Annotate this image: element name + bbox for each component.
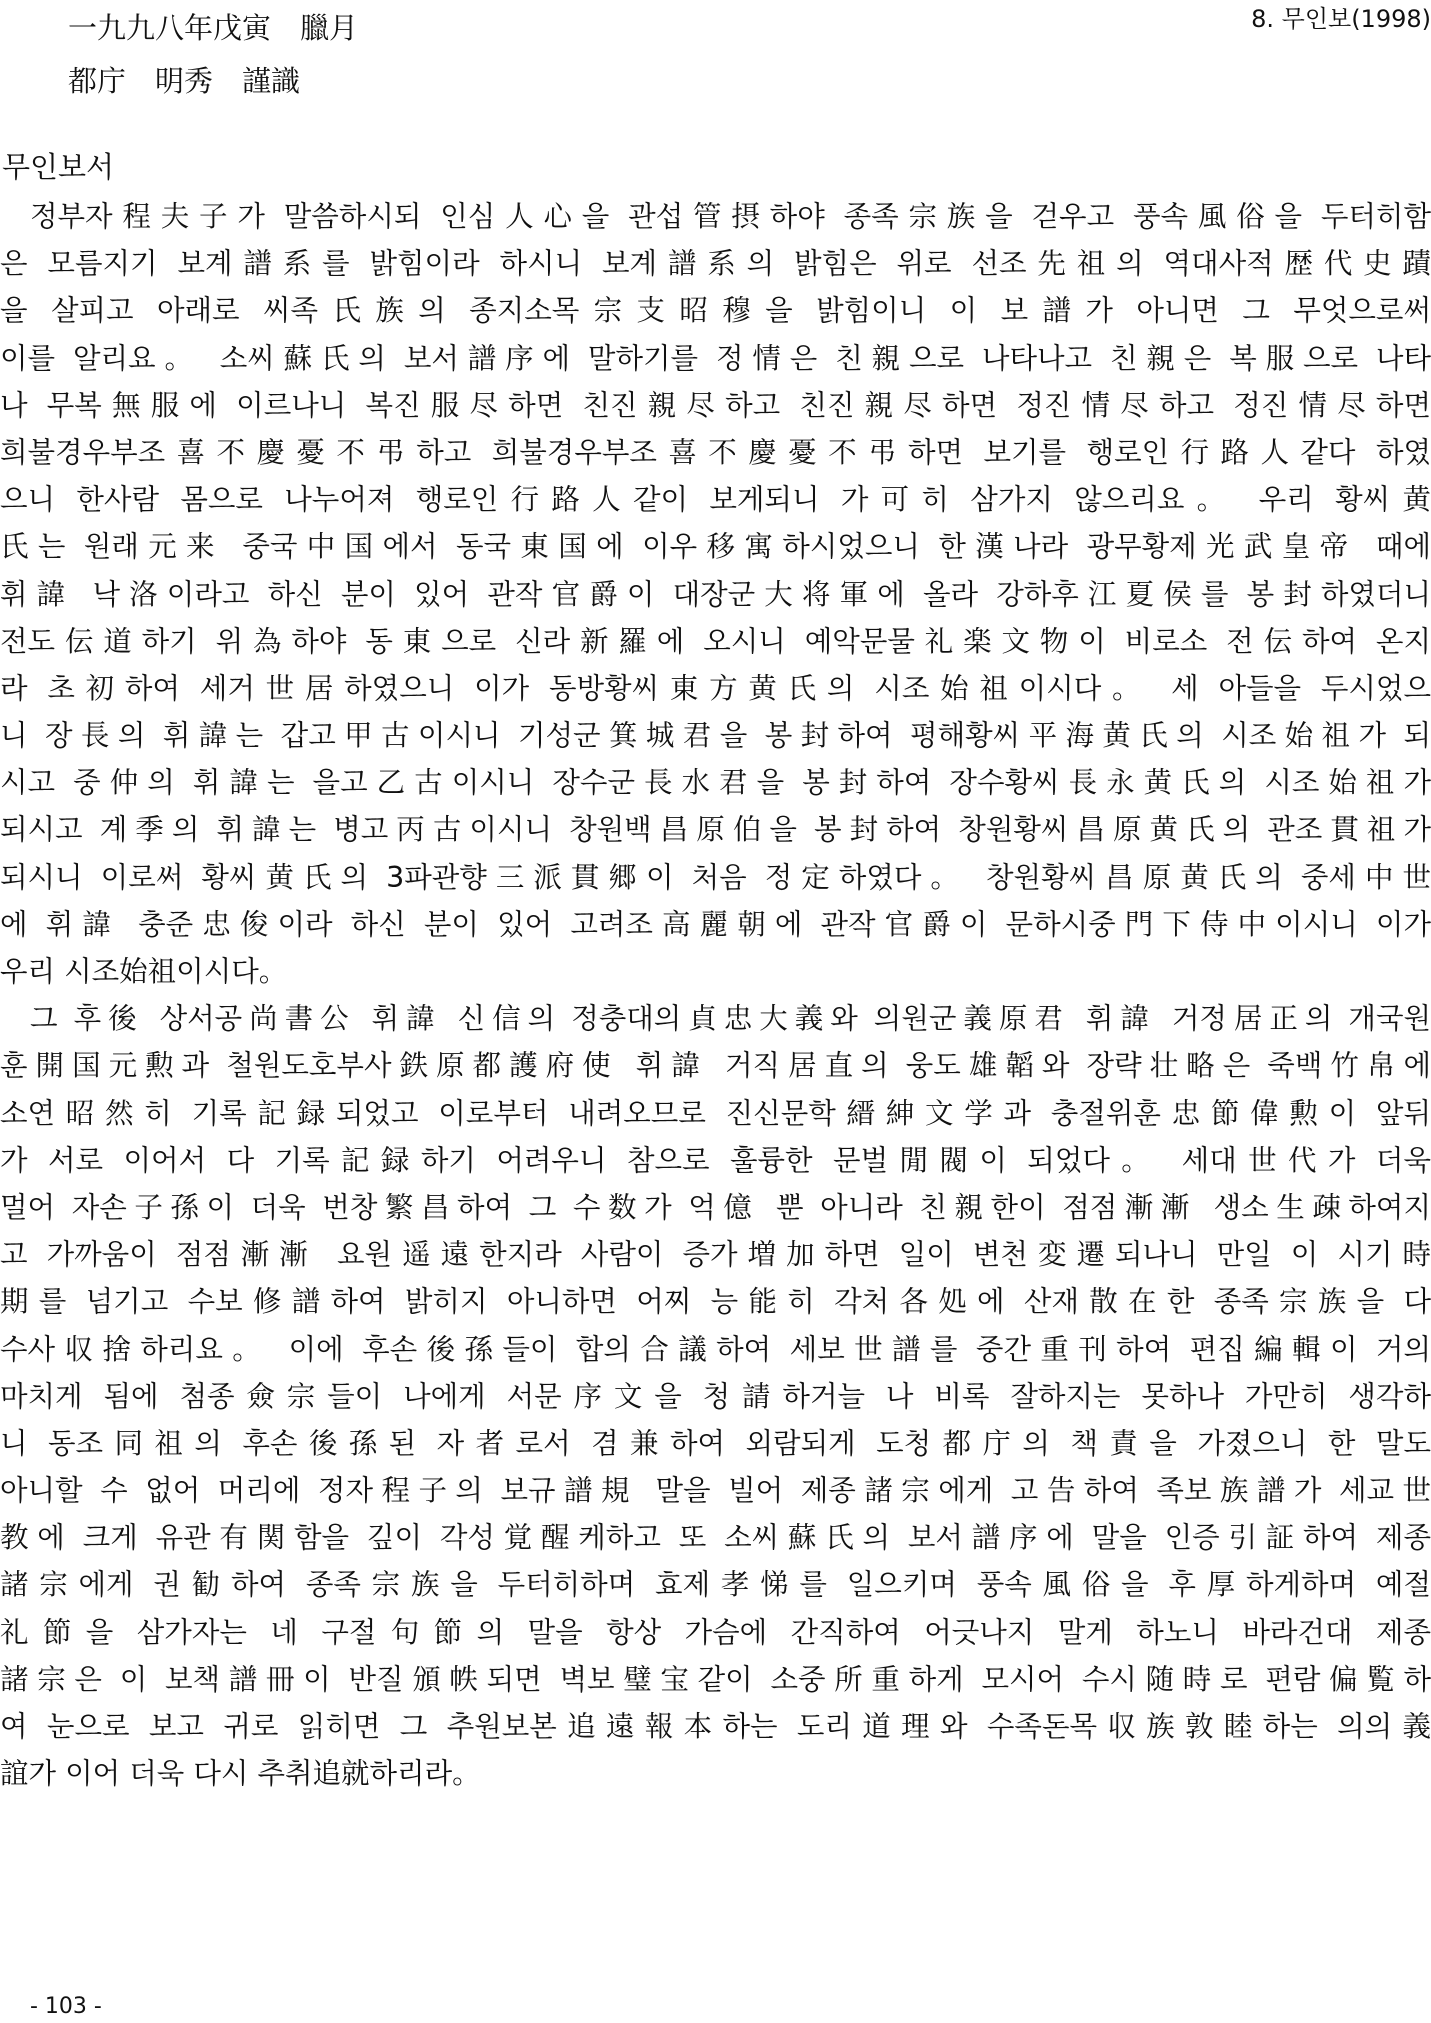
text-line: 되시고 계季의 휘諱는 병고丙古이시니 창원백昌原伯을 봉封하여 창원황씨昌原黄氏의 관조貫祖가	[0, 813, 1431, 847]
text-line: 을 살피고 아래로 씨족氏族의 종지소목宗支昭穆을 밝힘이니 이 보譜가 아니면 그 무엇으로써	[0, 294, 1431, 328]
text-line: 멀어 자손子孫이 더욱 번창繁昌하여 그 수数가 억億 뿐 아니라 친親한이 점점漸漸 생소生疎하여지	[0, 1190, 1431, 1224]
text-line: 教에 크게 유관有関함을 깊이 각성覚醒케하고 또 소씨蘇氏의 보서譜序에 말을 인증引証하여 제종	[0, 1521, 1431, 1555]
text-line: 이를 알리요。 소씨蘇氏의 보서譜序에 말하기를 정情은 친親으로 나타나고 친親은 복服으로 나타	[0, 341, 1431, 375]
text-line: 나 무복無服에 이르나니 복진服尽하면 친진親尽하고 친진親尽하면 정진情尽하고 정진情尽하면	[0, 388, 1431, 422]
text-line: 가 서로 이어서 다 기록記録하기 어려우니 참으로 훌륭한 문벌閒閥이 되었다。 세대世代가 더욱	[0, 1143, 1431, 1177]
text-line: 고 가까움이 점점漸漸 요원遥遠한지라 사람이 증가増加하면 일이 변천変遷되나니 만일 이 시기時	[0, 1238, 1431, 1272]
text-line: 礼節을 삼가자는 네 구절句節의 말을 항상 가슴에 간직하여 어긋나지 말게 하노니 바라건대 제종	[0, 1615, 1431, 1649]
text-line: 에 휘諱 충준忠俊이라 하신 분이 있어 고려조高麗朝에 관작官爵이 문하시중門下侍中이시니 이가	[0, 907, 1431, 941]
text-line: 은 모름지기 보계譜系를 밝힘이라 하시니 보계譜系의 밝힘은 위로 선조先祖의 역대사적歴代史蹟	[0, 247, 1431, 281]
signature-block	[68, 2, 358, 108]
text-line: 아니할 수 없어 머리에 정자程子의 보규譜規 말을 빌어 제종諸宗에게 고告하여 족보族譜가 세교世	[0, 1474, 1431, 1508]
text-line: 諸宗은 이 보책譜冊이 반질頒帙되면 벽보璧宝같이 소중所重하게 모시어 수시随時로 편람偏覧하	[0, 1662, 1431, 1696]
text-line: 期를 넘기고 수보修譜하여 밝히지 아니하면 어찌 능能히 각처各処에 산재散在한 종족宗族을 다	[0, 1285, 1431, 1319]
text-line: 라 초初하여 세거世居하였으니 이가 동방황씨東方黄氏의 시조始祖이시다。 세 아들을 두시었으	[0, 671, 1431, 705]
text-line: 니 장長의 휘諱는 갑고甲古이시니 기성군箕城君을 봉封하여 평해황씨平海黄氏의 시조始祖가 되	[0, 719, 1431, 753]
text-line: 마치게 됨에 첨종僉宗들이 나에게 서문序文을 청請하거늘 나 비록 잘하지는 못하나 가만히 생각하	[0, 1379, 1431, 1413]
author-line: 都庁 明秀 謹識	[68, 64, 301, 98]
text-line: 되시니 이로써 황씨黄氏의 3파관향三派貫郷이 처음 정定하였다。 창원황씨昌原黄氏의 중세中世	[0, 860, 1431, 894]
text-line: 전도伝道하기 위為하야 동東으로 신라新羅에 오시니 예악문물礼楽文物이 비로소 전伝하여 온지	[0, 624, 1431, 658]
text-line: 그 후後 상서공尚書公 휘諱 신信의 정충대의貞忠大義와 의원군義原君 휘諱 거정居正의 개국원	[30, 1002, 1431, 1036]
text-line: 니 동조同祖의 후손後孫된 자者로서 겸兼하여 외람되게 도청都庁의 책責을 가졌으니 한 말도	[0, 1426, 1431, 1460]
text-line: 으니 한사람 몸으로 나누어져 행로인行路人같이 보게되니 가可히 삼가지 않으리요。 우리 황씨黄	[0, 483, 1431, 517]
text-line: 훈開国元勲과 철원도호부사鉄原都護府使 휘諱 거직居直의 웅도雄韜와 장략壮略은 죽백竹帛에	[0, 1049, 1431, 1083]
section-header-label: 8. 무인보(1998)	[1251, 5, 1431, 33]
text-line: 시고 중仲의 휘諱는 을고乙古이시니 장수군長水君을 봉封하여 장수황씨長永黄氏의 시조始祖가	[0, 766, 1431, 800]
preface-body	[0, 193, 1431, 1797]
text-line: 우리 시조始祖이시다。	[0, 955, 288, 988]
section-title: 무인보서	[2, 150, 115, 184]
text-line: 정부자程夫子가 말씀하시되 인심人心을 관섭管摂하야 종족宗族을 걷우고 풍속風俗을 두터히함	[30, 200, 1431, 233]
text-line: 諸宗에게 권勧하여 종족宗族을 두터히하며 효제孝悌를 일으키며 풍속風俗을 후厚하게하며 예절	[0, 1568, 1431, 1602]
text-line: 氏는 원래元来 중국中国에서 동국東国에 이우移寓하시었으니 한漢나라 광무황제光武皇帝 때에	[0, 530, 1431, 564]
date-line: 一九九八年戊寅 臘月	[68, 11, 359, 45]
page-number: - 103 -	[30, 1994, 102, 2019]
text-line: 희불경우부조喜不慶憂不弔하고 희불경우부조喜不慶憂不弔하면 보기를 행로인行路人같다 하였	[0, 435, 1431, 469]
text-line: 소연昭然히 기록記録되었고 이로부터 내려오므로 진신문학縉紳文学과 충절위훈忠節偉勲이 앞뒤	[0, 1096, 1431, 1130]
text-line: 수사収捨하리요。 이에 후손後孫들이 합의合議하여 세보世譜를 중간重刊하여 편집編輯이 거의	[0, 1332, 1431, 1366]
text-line: 誼가 이어 더욱 다시 추취追就하리라。	[0, 1757, 481, 1791]
text-line: 휘諱 낙洛이라고 하신 분이 있어 관작官爵이 대장군大将軍에 올라 강하후江夏侯를 봉封하였더니	[0, 577, 1431, 611]
text-line: 여 눈으로 보고 귀로 읽히면 그 추원보본追遠報本하는 도리道理와 수족돈목収族敦睦하는 의의義	[0, 1710, 1431, 1743]
